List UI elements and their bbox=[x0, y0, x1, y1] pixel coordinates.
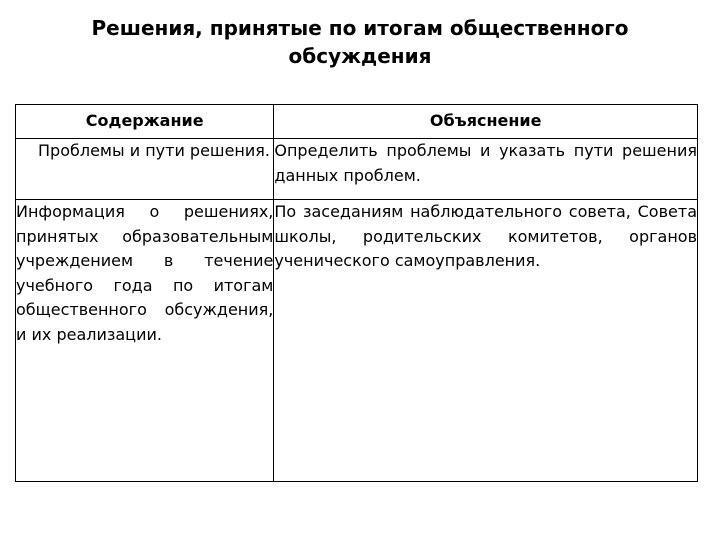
table-cell-explanation: Определить проблемы и указать пути решения данных проблем. bbox=[274, 139, 698, 200]
decisions-table bbox=[15, 104, 698, 482]
table-cell-content: Информация о решениях, принятых образовательным учреждением в течение учебного года по итогам общественного обсуждения, и их реализации. bbox=[16, 200, 274, 482]
table-header-row bbox=[16, 105, 698, 139]
header-content: Содержание bbox=[16, 105, 274, 139]
table-row bbox=[16, 200, 698, 482]
table-cell-content: Проблемы и пути решения. bbox=[16, 139, 274, 200]
header-explanation: Объяснение bbox=[274, 105, 698, 139]
page-title: Решения, принятые по итогам общественного обсуждения bbox=[91, 16, 629, 68]
table-row bbox=[16, 139, 698, 200]
table-cell-explanation: По заседаниям наблюдательного совета, Совета школы, родительских комитетов, органов ученического самоуправления. bbox=[274, 200, 698, 482]
